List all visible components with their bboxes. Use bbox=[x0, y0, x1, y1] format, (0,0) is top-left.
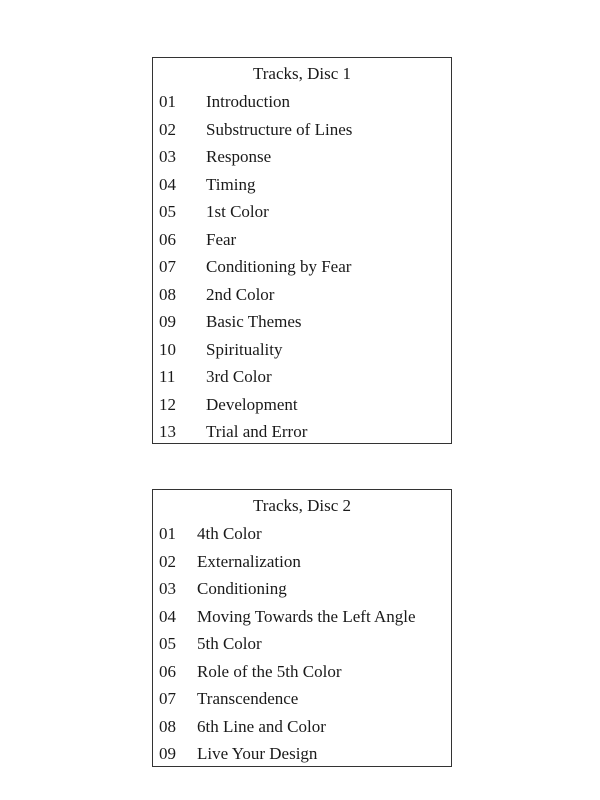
track-number: 06 bbox=[159, 661, 176, 681]
disc-2-tracks bbox=[153, 520, 451, 768]
track-row bbox=[153, 520, 451, 548]
track-number: 09 bbox=[159, 312, 176, 331]
disc-2-track-list bbox=[152, 489, 452, 767]
track-number: 07 bbox=[159, 257, 176, 276]
track-number: 08 bbox=[159, 716, 176, 736]
track-title: Fear bbox=[206, 229, 237, 249]
track-title: Introduction bbox=[206, 92, 291, 111]
track-row bbox=[153, 658, 451, 686]
disc-1-tracks bbox=[153, 88, 451, 446]
track-row bbox=[153, 116, 451, 144]
track-row bbox=[153, 363, 451, 391]
track-title: 6th Line and Color bbox=[197, 716, 326, 736]
disc-2-title: Tracks, Disc 2 bbox=[252, 496, 352, 515]
track-row bbox=[153, 253, 451, 281]
track-number: 07 bbox=[159, 689, 176, 708]
track-row bbox=[153, 336, 451, 364]
track-row bbox=[153, 391, 451, 419]
track-title: Development bbox=[206, 394, 298, 414]
track-row bbox=[153, 575, 451, 603]
track-row bbox=[153, 198, 451, 226]
track-row bbox=[153, 281, 451, 309]
track-title: Externalization bbox=[197, 551, 301, 571]
track-title: Live Your Design bbox=[197, 744, 318, 763]
track-title: Moving Towards the Left Angle bbox=[197, 606, 416, 626]
track-title: Substructure of Lines bbox=[206, 119, 353, 139]
track-row bbox=[153, 88, 451, 116]
disc-1-title: Tracks, Disc 1 bbox=[252, 64, 352, 83]
track-row bbox=[153, 603, 451, 631]
track-title: Transcendence bbox=[197, 689, 299, 708]
track-row bbox=[153, 740, 451, 768]
track-title: Timing bbox=[206, 174, 256, 194]
track-row bbox=[153, 308, 451, 336]
track-title: Response bbox=[206, 147, 272, 166]
track-number: 09 bbox=[159, 744, 176, 763]
track-title: 4th Color bbox=[197, 524, 262, 543]
track-number: 01 bbox=[159, 524, 176, 543]
track-number: 03 bbox=[159, 579, 176, 598]
track-row bbox=[153, 548, 451, 576]
track-number: 04 bbox=[159, 606, 176, 626]
track-number: 04 bbox=[159, 174, 176, 194]
track-number: 06 bbox=[159, 229, 176, 249]
track-row bbox=[153, 418, 451, 446]
track-number: 02 bbox=[159, 551, 176, 571]
track-title: 2nd Color bbox=[206, 284, 275, 304]
track-number: 10 bbox=[159, 339, 176, 359]
track-number: 12 bbox=[159, 394, 176, 414]
track-title: Conditioning bbox=[197, 579, 287, 598]
track-number: 05 bbox=[159, 202, 176, 221]
track-number: 03 bbox=[159, 147, 176, 166]
track-number: 11 bbox=[159, 367, 176, 386]
track-number: 01 bbox=[159, 92, 176, 111]
track-title: Basic Themes bbox=[206, 312, 302, 331]
track-row bbox=[153, 630, 451, 658]
track-title: Role of the 5th Color bbox=[197, 661, 342, 681]
track-title: 3rd Color bbox=[206, 367, 272, 386]
track-row bbox=[153, 143, 451, 171]
track-number: 05 bbox=[159, 634, 176, 653]
track-number: 02 bbox=[159, 119, 176, 139]
track-title: 5th Color bbox=[197, 634, 262, 653]
track-number: 08 bbox=[159, 284, 176, 304]
track-title: Spirituality bbox=[206, 339, 283, 359]
track-title: Conditioning by Fear bbox=[206, 257, 352, 276]
track-number: 13 bbox=[159, 422, 176, 441]
track-title: Trial and Error bbox=[206, 422, 308, 441]
track-title: 1st Color bbox=[206, 202, 269, 221]
track-row bbox=[153, 226, 451, 254]
track-row bbox=[153, 171, 451, 199]
disc-1-track-list bbox=[152, 57, 452, 444]
track-row bbox=[153, 713, 451, 741]
track-row bbox=[153, 685, 451, 713]
